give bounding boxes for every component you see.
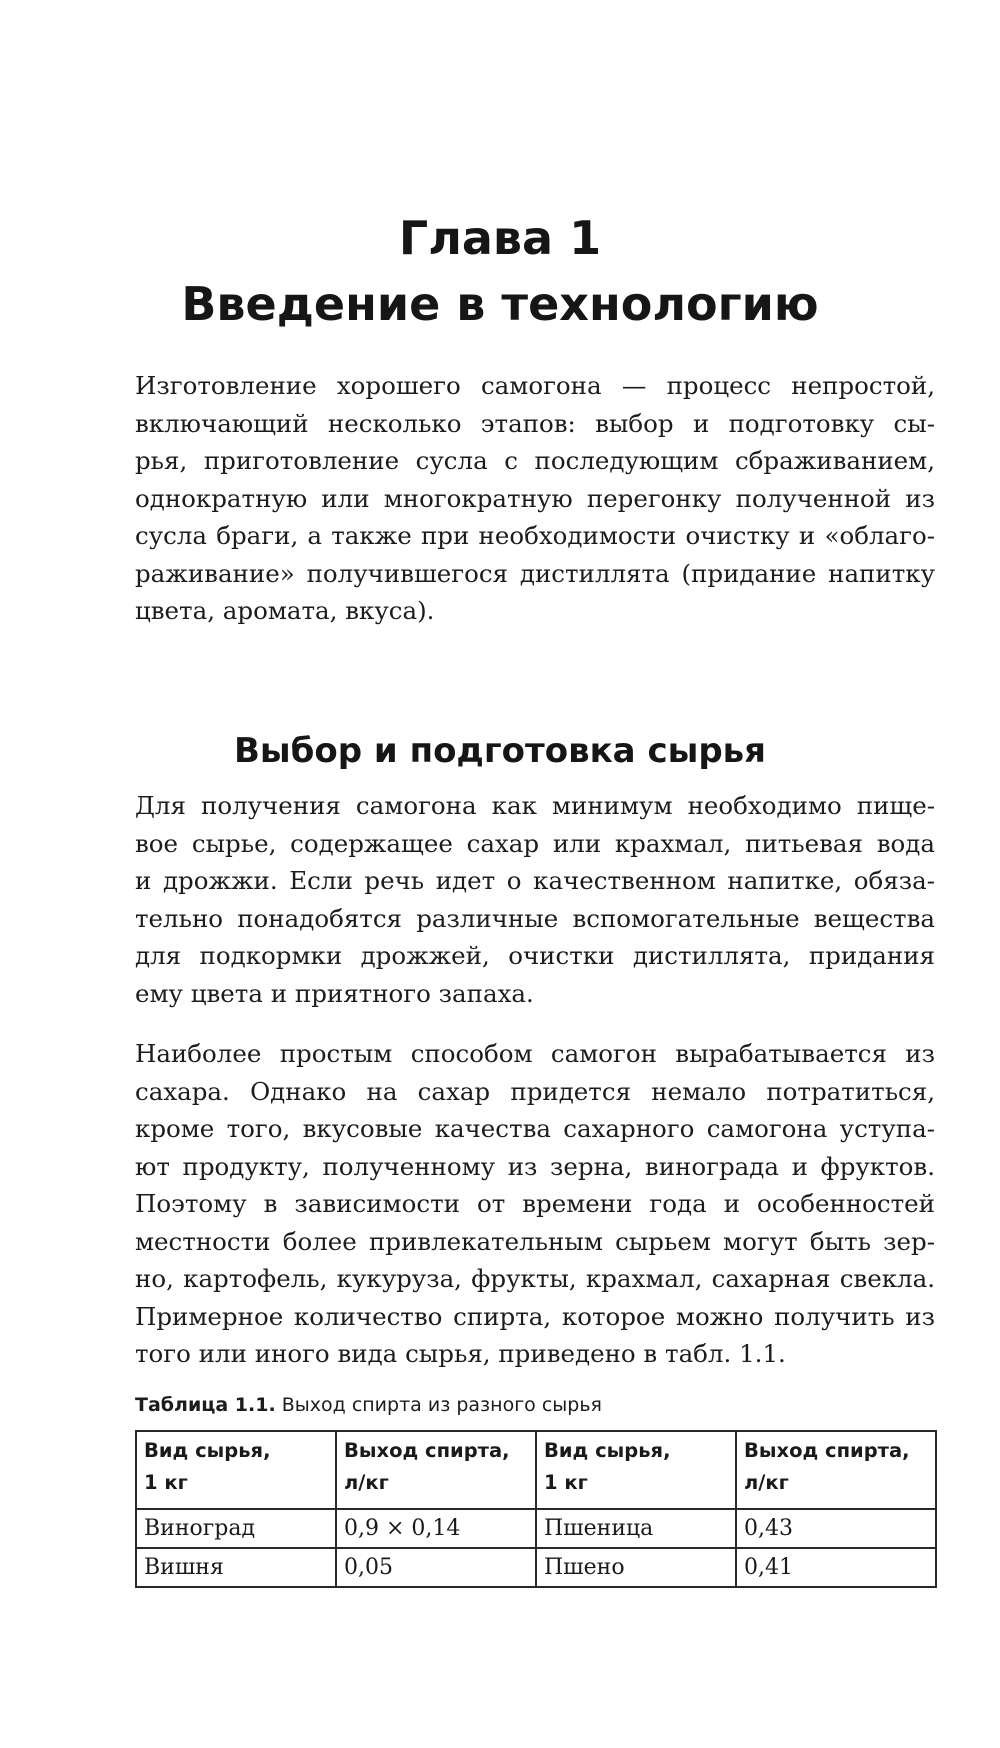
paragraph-line: ют продукту, полученному из зерна, винограда и фруктов. [135,1151,935,1181]
alcohol-yield-table [135,1430,937,1588]
table-cell: Пшеница [536,1509,736,1548]
paragraph-line: Для получения самогона как минимум необходимо пище- [135,791,935,820]
table-cell: 0,43 [736,1509,936,1548]
section-heading: Выбор и подготовка сырья [233,731,767,771]
paragraph-line: и дрожжи. Если речь идет о качественном напитке, обяза- [135,866,935,895]
paragraph-line: однократную или многократную перегонку полученной из [135,483,935,513]
paragraph-line: вое сырье, содержащее сахар или крахмал, питьевая вода [135,828,935,858]
table-header-row [136,1431,936,1509]
header-line: Выход спирта, [744,1439,910,1462]
chapter-heading [0,205,1000,337]
table-header-cell [136,1431,336,1509]
header-line: л/кг [744,1471,789,1494]
table-header-cell [336,1431,536,1509]
paragraph-line: кроме того, вкусовые качества сахарного самогона уступа- [135,1114,935,1143]
header-line: 1 кг [544,1471,588,1494]
table-row [136,1509,936,1548]
paragraph-line: Наиболее простым способом самогон вырабатывается из [135,1039,935,1068]
header-line: 1 кг [144,1471,188,1494]
paragraph-line: включающий несколько этапов: выбор и подготовку сы- [135,408,935,438]
paragraph-line: Поэтому в зависимости от времени года и особенностей [135,1189,935,1218]
paragraph-line: ему цвета и приятного запаха. [135,978,534,1008]
header-line: Вид сырья, [544,1439,671,1462]
table-header-cell [736,1431,936,1509]
chapter-title: Введение в технологию [181,277,819,331]
paragraph-line: раживание» получившегося дистиллята (придание напитку [135,558,935,588]
table-caption-label: Таблица 1.1. [135,1394,276,1416]
table-cell: Вишня [136,1548,336,1587]
paragraph-line: того или иного вида сырья, приведено в табл. 1.1. [135,1339,786,1368]
section-paragraph-1 [135,787,935,1012]
paragraph-line: Примерное количество спирта, которое можно получить из [135,1301,935,1331]
paragraph-line: сусла браги, а также при необходимости очистку и «облаго- [135,521,935,550]
header-line: Выход спирта, [344,1439,510,1462]
section-paragraph-2 [135,1035,935,1373]
paragraph-line: но, картофель, кукуруза, фрукты, крахмал, сахарная свекла. [135,1264,935,1293]
table-header-cell [536,1431,736,1509]
table-caption-text: Выход спирта из разного сырья [281,1394,602,1416]
table-cell: 0,41 [736,1548,936,1587]
paragraph-line: цвета, аромата, вкуса). [135,596,435,625]
intro-paragraph [135,367,935,630]
table-cell: Пшено [536,1548,736,1587]
paragraph-line: рья, приготовление сусла с последующим сбраживанием, [135,446,935,475]
chapter-number: Глава 1 [398,211,602,265]
table-row [136,1548,936,1587]
table-cell: 0,05 [336,1548,536,1587]
paragraph-line: местности более привлекательным сырьем могут быть зер- [135,1226,935,1256]
paragraph-line: тельно понадобятся различные вспомогательные вещества [135,903,935,933]
paragraph-line: Изготовление хорошего самогона — процесс непростой, [135,371,935,400]
table-cell: Виноград [136,1509,336,1548]
table-caption [135,1392,602,1418]
paragraph-line: для подкормки дрожжей, очистки дистиллята, придания [135,941,935,970]
table-cell: 0,9 × 0,14 [336,1509,536,1548]
paragraph-line: сахара. Однако на сахар придется немало потратиться, [135,1076,935,1106]
header-line: Вид сырья, [144,1439,271,1462]
header-line: л/кг [344,1471,389,1494]
